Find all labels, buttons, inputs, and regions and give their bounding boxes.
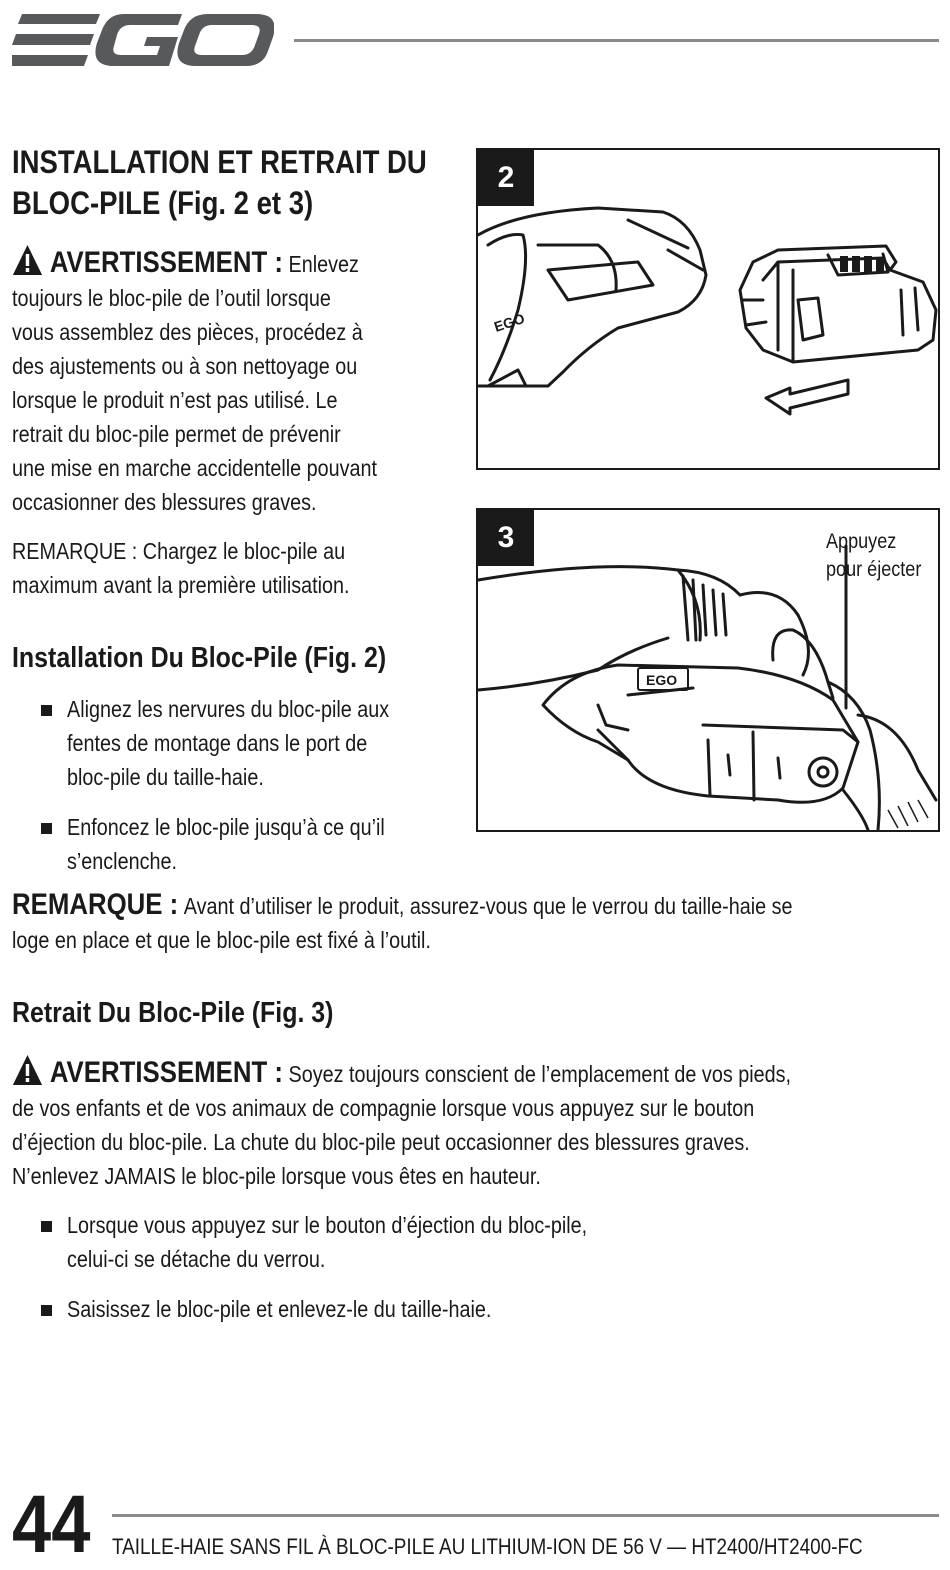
figure-number: 2 bbox=[478, 150, 534, 206]
removal-warning: AVERTISSEMENT : Soyez toujours conscient de l’emplacement de vos pieds, de vos enfants et de vos animaux de compagnie lorsque vous appuyez sur le bouton d’éjection du bloc-pile. La chute du bloc-pile peut occasionner des blessures graves. N’enlevez JAMAIS le bloc-pile lorsque vous êtes en hauteur. bbox=[12, 1056, 791, 1189]
bullet-square-icon bbox=[41, 705, 52, 716]
list-item: Enfoncez le bloc-pile jusqu’à ce qu’il s’enclenche. bbox=[12, 810, 472, 878]
eject-callout: Appuyez pour éjecter bbox=[826, 530, 922, 581]
figure-number: 3 bbox=[478, 510, 534, 566]
warning-label: AVERTISSEMENT : bbox=[49, 246, 284, 279]
svg-text:EGO: EGO bbox=[646, 672, 678, 688]
warning-triangle-icon bbox=[12, 244, 43, 276]
install-title: Installation Du Bloc-Pile (Fig. 2) bbox=[12, 642, 387, 674]
footer-rule bbox=[112, 1514, 939, 1517]
bullet-square-icon bbox=[41, 1305, 52, 1316]
removal-title: Retrait Du Bloc-Pile (Fig. 3) bbox=[12, 997, 334, 1029]
list-item: Alignez les nervures du bloc-pile aux fentes de montage dans le port de bloc-pile du taille-haie. bbox=[12, 692, 472, 794]
section-title: INSTALLATION ET RETRAIT DU BLOC-PILE (Fig. 2 et 3) bbox=[12, 144, 427, 221]
figure-2 bbox=[476, 148, 940, 470]
warning-block: AVERTISSEMENT : Enlevez toujours le bloc-pile de l’outil lorsque vous assemblez des pièces, procédez à des ajustements ou à son nettoyage ou lorsque le produit n’est pas utilisé. Le retrait du bloc-pile permet de prévenir une mise en marche accidentelle pouvant occasionner des blessures graves. bbox=[12, 246, 378, 515]
footer-title: TAILLE-HAIE SANS FIL À BLOC-PILE AU LITHIUM-ION DE 56 V — HT2400/HT2400-FC bbox=[112, 1534, 863, 1559]
note-label: REMARQUE : bbox=[12, 888, 179, 921]
note-charge: REMARQUE : Chargez le bloc-pile au maximum avant la première utilisation. bbox=[12, 538, 350, 598]
removal-list bbox=[12, 1208, 812, 1326]
warning-label: AVERTISSEMENT : bbox=[49, 1056, 284, 1089]
list-item: Lorsque vous appuyez sur le bouton d’éjection du bloc-pile, celui-ci se détache du verrou. bbox=[12, 1208, 812, 1276]
list-item: Saisissez le bloc-pile et enlevez-le du taille-haie. bbox=[12, 1292, 812, 1326]
svg-text:EGO: EGO bbox=[491, 310, 527, 335]
page-number: 44 bbox=[12, 1479, 91, 1570]
battery-install-illustration bbox=[478, 150, 938, 468]
figure-3 bbox=[476, 508, 940, 832]
bullet-square-icon bbox=[41, 1221, 52, 1232]
header-rule bbox=[294, 39, 939, 42]
warning-triangle-icon bbox=[12, 1054, 43, 1086]
ego-logo bbox=[12, 10, 274, 70]
note-lock: REMARQUE : Avant d’utiliser le produit, assurez-vous que le verrou du taille-haie se loge en place et que le bloc-pile est fixé à l’outil. bbox=[12, 888, 793, 953]
bullet-square-icon bbox=[41, 823, 52, 834]
install-list bbox=[12, 692, 472, 878]
